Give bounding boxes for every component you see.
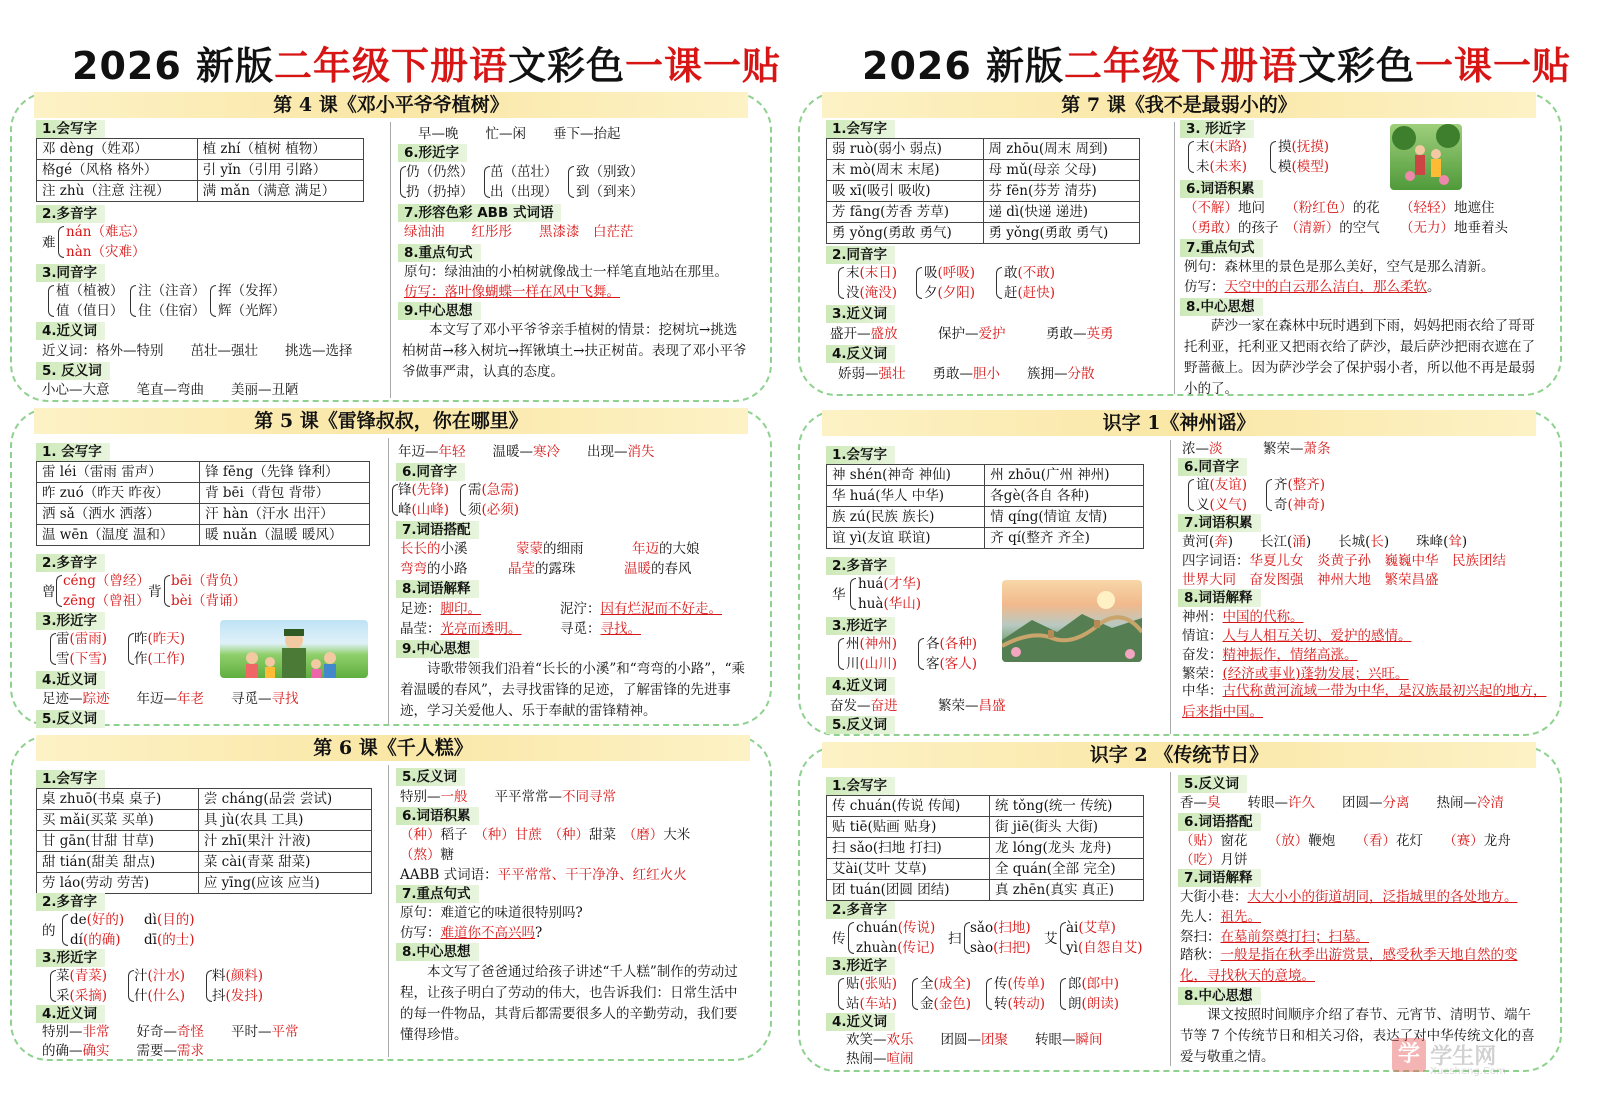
lesson-banner: 第 6 课《千人糕》 xyxy=(36,735,750,761)
table-cell: 街 jiē(街头 大街) xyxy=(989,817,1143,838)
section-heading: 1.会写字 xyxy=(36,770,105,788)
title-part: 一课一贴 xyxy=(625,44,782,88)
table-cell: 勇 yǒng(勇敢 勇气) xyxy=(827,223,984,244)
table-cell: 甜 tián(甜美 甜点) xyxy=(37,852,199,873)
section-heading: 2.多音字 xyxy=(36,205,105,223)
section-heading: 6.词语搭配 xyxy=(1178,813,1261,831)
table-cell: 格gé（风格 格外） xyxy=(37,160,198,181)
section-heading: 2.多音字 xyxy=(36,893,105,911)
brace xyxy=(912,978,918,1010)
polyphone-char: 传 xyxy=(832,931,846,947)
forest-family-illustration xyxy=(1390,124,1462,190)
table-cell: 甘 gān(甘甜 甘草) xyxy=(37,831,199,852)
pinyin-item: bèi（背诵） xyxy=(171,593,246,609)
pinyin-item: huà(华山) xyxy=(858,596,921,612)
brace xyxy=(130,285,136,317)
divider xyxy=(1170,772,1171,1066)
original-sentence: 原句：难道它的味道很特别吗? xyxy=(400,905,583,921)
divider xyxy=(388,765,389,1057)
table-cell: 末 mò(周末 末尾) xyxy=(827,160,984,181)
section-heading: 4.近义词 xyxy=(36,322,105,340)
pinyin-item: de(好的) xyxy=(70,912,125,928)
similar-char: 末(末路) xyxy=(1196,139,1248,155)
table-cell: 艾ài(艾叶 艾草) xyxy=(827,859,990,880)
table-cell: 注 zhù（注意 注视） xyxy=(37,181,198,202)
section-heading: 2.多音字 xyxy=(826,557,895,575)
pinyin-item: yì(自怨自艾) xyxy=(1066,940,1143,956)
homophone: 需(急需) xyxy=(468,482,520,498)
table-cell: 真 zhēn(真实 真正) xyxy=(989,880,1143,901)
brace xyxy=(986,978,992,1010)
pinyin-item: céng（曾经） xyxy=(63,573,150,589)
table-cell: 汗 hàn（汗水 出汗） xyxy=(200,504,370,525)
definition: 大街小巷：大大小小的街道胡同，泛指城里的各处地方。 xyxy=(1180,889,1518,905)
divider xyxy=(390,122,391,398)
table-cell: 邓 dèng（姓邓） xyxy=(37,139,198,160)
synonyms: 的确—确实 需要—需求 xyxy=(42,1043,204,1059)
title-part: 一课一贴 xyxy=(1415,44,1572,88)
section-heading: 6.同音字 xyxy=(396,463,465,481)
word-accumulation: 黄河(奔) 长江(涌) 长城(长) 珠峰(耸) xyxy=(1182,534,1468,550)
synonyms: 盛开—盛放 保护—爱护 勇敢—英勇 xyxy=(830,326,1114,342)
definition: 晶莹：光亮而透明。 xyxy=(400,621,522,637)
pinyin-item: huá(才华) xyxy=(858,576,921,592)
aabb-words: AABB 式词语：平平常常、干干净净、红红火火 xyxy=(400,867,687,883)
section-heading: 6.词语积累 xyxy=(1180,180,1263,198)
similar-char: 雪(下雪) xyxy=(56,651,108,667)
section-heading: 7.重点句式 xyxy=(396,885,479,903)
table-cell: 神 shén(神奇 神仙) xyxy=(827,465,985,486)
pinyin-item: sǎo(扫地) xyxy=(970,920,1031,936)
homophone: 须(必须) xyxy=(468,502,520,518)
homophone: 谊(友谊) xyxy=(1196,477,1248,493)
brace xyxy=(164,575,170,607)
table-cell: 锋 fēng（先锋 锋利） xyxy=(200,462,370,483)
section-heading: 3.形近字 xyxy=(36,612,105,630)
similar-char: 川(山川) xyxy=(846,656,898,672)
section-heading: 4.近义词 xyxy=(36,671,105,689)
similar-char: 客(客人) xyxy=(926,656,978,672)
similar-char: 传(传单) xyxy=(994,976,1046,992)
section-heading: 5.反义词 xyxy=(1178,775,1247,793)
homophone: 吸(呼吸) xyxy=(924,265,976,281)
brace xyxy=(460,484,466,516)
similar-char: 朗(朗读) xyxy=(1068,996,1120,1012)
table-cell: 暖 nuǎn（温暖 暖风） xyxy=(200,525,370,546)
word-accumulation: （熬）糖 xyxy=(400,847,454,863)
similar-char: 汁(汁水) xyxy=(134,968,186,984)
pinyin-item: dī(的士) xyxy=(144,932,195,948)
abb-words: 绿油油 红彤彤 黑漆漆 白茫茫 xyxy=(404,224,634,240)
similar-char: 出（出现） xyxy=(490,184,558,200)
table-cell: 雷 léi（雷雨 雷声） xyxy=(37,462,200,483)
brace xyxy=(848,922,854,954)
similar-char: 郎(郎中) xyxy=(1068,976,1120,992)
similar-char: 未(未来) xyxy=(1196,159,1248,175)
synonyms: 欢笑—欢乐 团圆—团聚 转眼—瞬间 xyxy=(846,1032,1103,1048)
section-heading: 8.中心思想 xyxy=(396,943,479,961)
homophone: 齐(整齐) xyxy=(1274,477,1326,493)
collocation: （贴）窗花 （放）鞭炮 （看）花灯 （赛）龙舟 xyxy=(1180,833,1511,849)
section-heading: 5. 反义词 xyxy=(36,362,110,380)
word-table xyxy=(36,138,364,202)
section-heading: 1.会写字 xyxy=(36,120,105,138)
homophone: 义(义气) xyxy=(1196,497,1248,513)
homophone: 注（注音） xyxy=(138,283,206,299)
table-cell: 全 quán(全部 完全) xyxy=(989,859,1143,880)
section-heading: 2.多音字 xyxy=(36,554,105,572)
homophone: 辉（光辉） xyxy=(218,303,286,319)
table-cell: 贴 tiē(贴画 贴身) xyxy=(827,817,990,838)
pinyin-item: zēng（曾祖） xyxy=(63,593,150,609)
synonyms: 特别—非常 好奇—奇怪 平时—平常 xyxy=(42,1024,299,1040)
word-table xyxy=(826,464,1144,549)
collocation: 温暖的春风 xyxy=(624,561,692,577)
similar-char: 抖(发抖) xyxy=(212,988,264,1004)
definition: 神州：中国的代称。 xyxy=(1182,609,1304,625)
similar-char: 雷(雷雨) xyxy=(56,631,108,647)
definition: 寻觅：寻找。 xyxy=(560,621,641,637)
similar-char: 模(模型) xyxy=(1278,159,1330,175)
section-heading: 8.重点句式 xyxy=(398,244,481,262)
similar-char: 转(转动) xyxy=(994,996,1046,1012)
word-accumulation: （种）稻子 （种）甘蔗 （种）甜菜 （磨）大米 xyxy=(400,827,691,843)
definition: 祭扫：在墓前祭奠打扫；扫墓。 xyxy=(1180,929,1369,945)
similar-char: 全(成全) xyxy=(920,976,972,992)
similar-char: 致（别致） xyxy=(576,164,644,180)
similar-char: 各(各种) xyxy=(926,636,978,652)
title-part: 文彩色 xyxy=(508,44,626,88)
table-cell: 芬 fēn(芬芳 清芬) xyxy=(983,181,1140,202)
table-cell: 芳 fāng(芳香 芳草) xyxy=(827,202,984,223)
table-cell: 州 zhōu(广州 神州) xyxy=(985,465,1144,486)
homophone: 挥（发挥） xyxy=(218,283,286,299)
title-part: 二年级下册语 xyxy=(1064,44,1299,88)
table-cell: 汁 zhī(果汁 汁液) xyxy=(198,831,371,852)
synonyms: 足迹—踪迹 年迈—年老 寻觅—寻找 xyxy=(42,691,299,707)
similar-char: 扔（扔掉） xyxy=(406,184,474,200)
section-heading: 7.词语搭配 xyxy=(396,521,479,539)
collocation: 蒙蒙的细雨 xyxy=(516,541,584,557)
section-heading: 3.同音字 xyxy=(36,264,105,282)
section-heading: 3.形近字 xyxy=(826,617,895,635)
table-cell: 华 huá(华人 中华) xyxy=(827,486,985,507)
section-heading: 7.词语解释 xyxy=(1178,869,1261,887)
table-cell: 植 zhí（植树 植物） xyxy=(197,139,363,160)
brace xyxy=(838,267,844,299)
polyphone-char: 扫 xyxy=(948,931,962,947)
section-heading: 7.重点句式 xyxy=(1180,239,1263,257)
pinyin-item: nàn（灾难） xyxy=(66,244,146,260)
leifeng-illustration xyxy=(220,620,368,678)
table-cell: 弱 ruò(弱小 弱点) xyxy=(827,139,984,160)
title-part: 二年级下册语 xyxy=(274,44,509,88)
central-idea: 本文写了爸爸通过给孩子讲述“千人糕”制作的劳动过程，让孩子明白了劳动的伟大，也告诉我们：日常生活中的每一件物品，其背后都需要很多人的辛勤劳动，我们要懂得珍惜。 xyxy=(400,964,738,1043)
word-table xyxy=(826,795,1144,901)
antonyms: 早—晚 忙—闲 垂下—抬起 xyxy=(418,126,621,142)
similar-char: 料(颜料) xyxy=(212,968,264,984)
table-cell: 温 wēn（温度 温和） xyxy=(37,525,200,546)
table-cell: 应 yīng(应该 应当) xyxy=(198,873,371,894)
table-cell: 情 qíng(情谊 友情) xyxy=(985,507,1144,528)
table-cell: 背 bēi（背包 背带） xyxy=(200,483,370,504)
section-heading: 3.形近字 xyxy=(826,957,895,975)
table-cell: 族 zú(民族 族长) xyxy=(827,507,985,528)
section-heading: 1.会写字 xyxy=(826,777,895,795)
table-cell: 谊 yì(友谊 联谊) xyxy=(827,528,985,549)
pinyin-item: chuán(传说) xyxy=(856,920,936,936)
word-accumulation: （勇敢）的孩子 （清新）的空气 （无力）地垂着头 xyxy=(1184,220,1508,236)
divider xyxy=(1170,440,1171,734)
similar-char: 昨(昨天) xyxy=(134,631,186,647)
lesson-banner: 识字 1《神州谣》 xyxy=(822,410,1536,436)
similar-char: 仍（仍然） xyxy=(406,164,474,180)
section-heading: 3.形近字 xyxy=(36,949,105,967)
collocation: （吃）月饼 xyxy=(1180,852,1248,868)
table-cell: 扫 sǎo(扫地 打扫) xyxy=(827,838,990,859)
brace xyxy=(918,638,924,670)
table-cell: 团 tuán(团圆 团结) xyxy=(827,880,990,901)
section-heading: 8.词语解释 xyxy=(1178,589,1261,607)
similar-char: 菜(青菜) xyxy=(56,968,108,984)
watermark-logo: 学 学生网 Xuesheng.Com xyxy=(1392,1038,1496,1074)
section-heading: 1. 会写字 xyxy=(36,443,110,461)
table-cell: 递 dì(快递 递进) xyxy=(983,202,1140,223)
pinyin-item: zhuàn(传记) xyxy=(856,940,935,956)
brace xyxy=(916,267,922,299)
similar-char: 到（到来） xyxy=(576,184,644,200)
definition: 情谊：人与人相互关切、爱护的感情。 xyxy=(1182,628,1412,644)
similar-char: 摸(抚摸) xyxy=(1278,139,1330,155)
homophone: 峰(山峰) xyxy=(398,502,450,518)
section-heading: 3.近义词 xyxy=(826,305,895,323)
section-heading: 1.会写字 xyxy=(826,120,895,138)
brace xyxy=(1188,479,1194,511)
original-sentence: 原句：绿油油的小柏树就像战士一样笔直地站在那里。 xyxy=(404,264,728,280)
homophone: 赶(赶快) xyxy=(1004,285,1056,301)
table-cell: 满 mǎn（满意 满足） xyxy=(197,181,363,202)
definition: 踏秋：一般是指在秋季出游赏景，感受秋季天地自然的变化，寻找秋天的意境。 xyxy=(1180,947,1518,984)
pinyin-item: nán（难忘） xyxy=(66,224,146,240)
table-cell: 菜 cài(青菜 甜菜) xyxy=(198,852,371,873)
polyphone-char: 艾 xyxy=(1044,931,1058,947)
brace xyxy=(1270,141,1276,173)
section-heading: 9.中心思想 xyxy=(398,302,481,320)
definition: 泥泞：因有烂泥而不好走。 xyxy=(560,601,722,617)
section-heading: 4.近义词 xyxy=(826,1013,895,1031)
definition: 足迹：脚印。 xyxy=(400,601,481,617)
central-idea: 本文写了邓小平爷爷亲手植树的情景：挖树坑→挑选柏树苗→移入树坑→挥锹填土→扶正树苗。表现了邓小平爷爷做事严肃，认真的态度。 xyxy=(402,322,747,380)
table-cell: 引 yǐn（引用 引路） xyxy=(197,160,363,181)
polyphone-char: 华 xyxy=(832,587,846,603)
section-heading: 8.中心思想 xyxy=(1178,987,1261,1005)
similar-char: 站(车站) xyxy=(846,996,898,1012)
section-heading: 2.同音字 xyxy=(826,246,895,264)
lesson-banner: 第 5 课《雷锋叔叔，你在哪里》 xyxy=(34,408,748,434)
example-sentence: 例句：森林里的景色是那么美好，空气是那么清新。 xyxy=(1184,259,1495,275)
title-part: 2026 新版 xyxy=(72,44,274,88)
table-cell: 具 jù(农具 工具) xyxy=(198,810,371,831)
definition: 奋发：精神振作，情绪高涨。 xyxy=(1182,647,1358,663)
table-cell: 周 zhōu(周末 周到) xyxy=(983,139,1140,160)
table-cell: 各gè(各自 各种) xyxy=(985,486,1144,507)
lesson-banner: 识字 2 《传统节日》 xyxy=(822,742,1536,768)
brace xyxy=(48,285,54,317)
similar-char: 茁（茁壮） xyxy=(490,164,558,180)
definition: 中华：古代称黄河流域一带为中华，是汉族最初兴起的地方，后来指中国。 xyxy=(1182,683,1547,720)
antonyms: 小心—大意 笔直—弯曲 美丽—丑陋 xyxy=(42,382,299,398)
brace xyxy=(1188,141,1194,173)
word-table xyxy=(36,461,370,546)
homophone: 植（植被） xyxy=(56,283,124,299)
collocation: 长长的小溪 xyxy=(400,541,468,557)
brace xyxy=(568,166,574,198)
section-heading: 7.形容色彩 ABB 式词语 xyxy=(398,204,561,222)
synonyms: 近义词：格外—特别 茁壮—强壮 挑选—选择 xyxy=(42,343,353,359)
brace xyxy=(850,578,856,610)
page-title-left xyxy=(72,38,781,95)
title-part: 2026 新版 xyxy=(862,44,1064,88)
table-cell: 尝 cháng(品尝 尝试) xyxy=(198,789,371,810)
brace xyxy=(62,914,68,946)
section-heading: 4.反义词 xyxy=(826,345,895,363)
homophone: 住（住宿） xyxy=(138,303,206,319)
section-heading: 5.反义词 xyxy=(396,768,465,786)
antonyms: 香—臭 转眼—许久 团圆—分离 热闹—冷清 xyxy=(1180,795,1504,811)
brace xyxy=(996,267,1002,299)
definition: 繁荣：(经济或事业)蓬勃发展；兴旺。 xyxy=(1182,666,1409,682)
pinyin-item: dí(的确) xyxy=(70,932,121,948)
section-heading: 5.反义词 xyxy=(36,710,105,728)
antonyms: 年迈—年轻 温暖—寒冷 出现—消失 xyxy=(398,444,655,460)
section-heading: 6.词语积累 xyxy=(396,807,479,825)
homophone: 末(末日) xyxy=(846,265,898,281)
pinyin-item: ài(艾草) xyxy=(1066,920,1116,936)
homophone: 锋(先锋) xyxy=(398,482,450,498)
table-cell: 桌 zhuō(书桌 桌子) xyxy=(37,789,199,810)
section-heading: 3. 形近字 xyxy=(1180,120,1254,138)
antonyms: 特别—一般 平平常常—不同寻常 xyxy=(400,789,616,805)
polyphone-char: 难 xyxy=(42,235,56,251)
brace xyxy=(1266,479,1272,511)
word-table xyxy=(36,788,372,894)
pinyin-item: bēi（背负） xyxy=(171,573,246,589)
imitation-sentence: 仿写：难道你不高兴吗? xyxy=(400,925,543,941)
similar-char: 贴(张贴) xyxy=(846,976,898,992)
synonyms: 奋发—奋进 繁荣—昌盛 xyxy=(830,698,1006,714)
pinyin-item: sào(扫把) xyxy=(970,940,1031,956)
brace xyxy=(838,978,844,1010)
section-heading: 5.反义词 xyxy=(826,716,895,734)
homophone: 奇(神奇) xyxy=(1274,497,1326,513)
central-idea: 课文按照时间顺序介绍了春节、元宵节、清明节、端午节等 7 个传统节日和相关习俗，表达了对中华传统文化的喜爱与敬重之情。 xyxy=(1180,1007,1535,1065)
similar-char: 金(金色) xyxy=(920,996,972,1012)
section-heading: 1.会写字 xyxy=(826,446,895,464)
table-cell: 吸 xī(吸引 吸收) xyxy=(827,181,984,202)
central-idea: 诗歌带领我们沿着“长长的小溪”和“弯弯的小路”，“乘着温暖的春风”，去寻找雷锋的足迹，了解雷锋的先进事迹，学习关爱他人、乐于奉献的雷锋精神。 xyxy=(400,661,746,719)
collocation: 弯弯的小路 xyxy=(400,561,468,577)
divider xyxy=(388,438,389,724)
section-heading: 7.词语积累 xyxy=(1178,514,1261,532)
collocation: 晶莹的露珠 xyxy=(508,561,576,577)
table-cell: 昨 zuó（昨天 昨夜） xyxy=(37,483,200,504)
table-cell: 劳 láo(劳动 劳苦) xyxy=(37,873,199,894)
table-cell: 买 mǎi(买菜 买单) xyxy=(37,810,199,831)
table-cell: 传 chuán(传说 传闻) xyxy=(827,796,990,817)
homophone: 夕(夕阳) xyxy=(924,285,976,301)
pinyin-item: dì(目的) xyxy=(144,912,195,928)
word-accumulation: 世界大同 奋发图强 神州大地 繁荣昌盛 xyxy=(1182,572,1439,588)
polyphone-char: 曾 xyxy=(42,584,56,600)
definition: 先人：祖先。 xyxy=(1180,909,1261,925)
table-cell: 洒 sǎ（洒水 洒落） xyxy=(37,504,200,525)
lesson-banner: 第 7 课《我不是最弱小的》 xyxy=(822,92,1536,118)
section-heading: 8.中心思想 xyxy=(1180,298,1263,316)
section-heading: 9.中心思想 xyxy=(396,640,479,658)
section-heading: 4.近义词 xyxy=(36,1005,105,1023)
word-table xyxy=(826,138,1140,244)
similar-char: 采(采摘) xyxy=(56,988,108,1004)
homophone: 值（值日） xyxy=(56,303,124,319)
word-accumulation: （不解）地问 （粉红色）的花 （轻轻）地遮住 xyxy=(1184,200,1495,216)
homophone: 没(淹没) xyxy=(846,285,898,301)
table-cell: 龙 lóng(龙头 龙舟) xyxy=(989,838,1143,859)
similar-char: 作(工作) xyxy=(134,651,186,667)
similar-char: 州(神州) xyxy=(846,636,898,652)
table-cell: 勇 yǒng(勇敢 勇气) xyxy=(983,223,1140,244)
table-cell: 母 mǔ(母亲 父母) xyxy=(983,160,1140,181)
similar-char: 什(什么) xyxy=(134,988,186,1004)
synonyms: 热闹—喧闹 xyxy=(846,1051,914,1067)
brace xyxy=(210,285,216,317)
table-cell: 统 tǒng(统一 传统) xyxy=(989,796,1143,817)
collocation: 年迈的大娘 xyxy=(632,541,700,557)
antonyms: 浓—淡 繁荣—萧条 xyxy=(1182,441,1331,457)
homophone: 敢(不敢) xyxy=(1004,265,1056,281)
section-heading: 4.近义词 xyxy=(826,677,895,695)
section-heading: 6.同音字 xyxy=(1178,458,1247,476)
table-cell: 齐 qí(整齐 齐全) xyxy=(985,528,1144,549)
lesson-banner: 第 4 课《邓小平爷爷植树》 xyxy=(34,92,748,118)
section-heading: 6.形近字 xyxy=(398,144,467,162)
polyphone-char: 背 xyxy=(148,584,162,600)
divider xyxy=(1174,122,1175,394)
polyphone-char: 的 xyxy=(42,923,56,939)
imitation-sentence: 仿写：天空中的白云那么洁白，那么柔软。 xyxy=(1184,279,1441,295)
section-heading: 2.多音字 xyxy=(826,901,895,919)
imitation-sentence: 仿写：落叶像蝴蝶一样在风中飞舞。 xyxy=(404,284,620,300)
page-title-right xyxy=(862,38,1571,95)
word-accumulation: 四字词语：华夏儿女 炎黄子孙 巍巍中华 民族团结 xyxy=(1182,553,1506,569)
brace xyxy=(56,575,62,607)
brace xyxy=(58,226,64,258)
central-idea: 萨沙一家在森林中玩时遇到下雨，妈妈把雨衣给了哥哥托利亚，托利亚又把雨衣给了萨沙，最后萨沙把雨衣遮在了野蔷薇上。因为萨沙学会了保护弱小者，所以他不再是最弱小的了。 xyxy=(1184,318,1535,397)
brace xyxy=(1060,978,1066,1010)
title-part: 文彩色 xyxy=(1298,44,1416,88)
section-heading: 8.词语解释 xyxy=(396,580,479,598)
antonyms: 娇弱—强壮 勇敢—胆小 簇拥—分散 xyxy=(838,366,1095,382)
great-wall-illustration xyxy=(1002,580,1142,662)
brace xyxy=(838,638,844,670)
